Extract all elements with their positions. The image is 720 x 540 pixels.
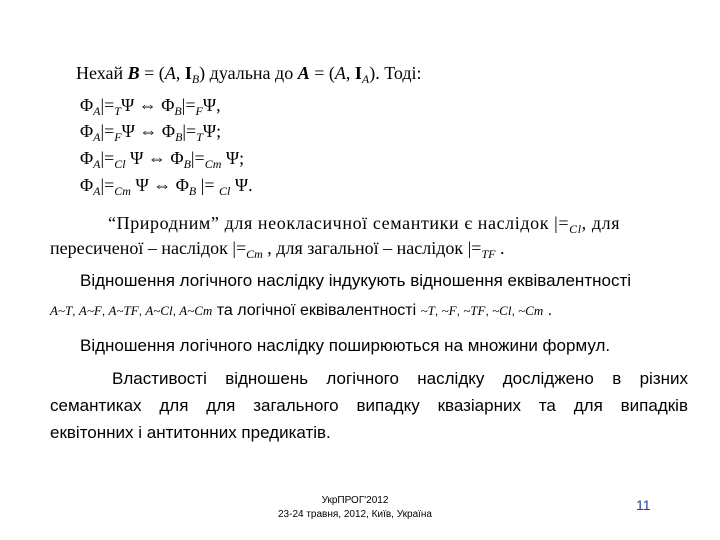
phi: Φ <box>80 175 94 195</box>
punct: . <box>543 302 553 319</box>
subscript: TF <box>481 247 496 261</box>
equivalence: ~Cm <box>518 303 544 318</box>
para-text: еквітонних і антитонних предикатів. <box>50 423 331 442</box>
subscript: T <box>196 130 203 144</box>
psi: Ψ <box>120 95 135 115</box>
subscript: B <box>183 157 191 171</box>
subscript: A <box>93 184 101 198</box>
subscript: B <box>188 184 197 198</box>
page-number: 11 <box>636 497 651 513</box>
para-text: Відношення логічного наслідку індукують відношення еквівалентності <box>80 271 632 290</box>
subscript: F <box>114 130 122 144</box>
intro-text: , <box>345 63 355 83</box>
intro-line <box>76 62 422 90</box>
entails: |= <box>100 95 115 115</box>
footer-conference <box>255 494 455 507</box>
phi: Φ <box>161 95 175 115</box>
subscript: B <box>191 72 200 86</box>
subscript: Cl <box>569 222 582 236</box>
var-a: A <box>164 63 176 83</box>
punct: ; <box>239 148 245 168</box>
var-a: A <box>334 63 346 83</box>
equivalence-line-2 <box>80 120 221 148</box>
para2-line1 <box>80 270 631 292</box>
iff-symbol: ⇔ <box>148 175 176 195</box>
phi: Φ <box>175 175 189 195</box>
subscript: Cm <box>246 247 263 261</box>
para4-line1 <box>112 368 688 390</box>
para-text: Відношення логічного наслідку поширюються на множини формул. <box>80 336 611 355</box>
iff-symbol: ⇔ <box>143 148 171 168</box>
entails: |= <box>181 95 196 115</box>
punct: , <box>216 95 221 115</box>
entails: |= <box>196 175 220 195</box>
psi: Ψ <box>202 121 217 141</box>
subscript: B <box>174 104 182 118</box>
para-text: , для <box>581 213 621 233</box>
subscript: A <box>361 72 370 86</box>
entails: |= <box>100 175 115 195</box>
subscript: F <box>195 104 203 118</box>
equivalence-line-3 <box>80 147 244 175</box>
var-i: I <box>354 63 362 83</box>
para-text: “Природним” для неокласичної семантики є наслідок |= <box>108 213 570 233</box>
relation: A~TF <box>108 303 139 318</box>
punct: ; <box>216 121 222 141</box>
para-text: . <box>495 238 505 258</box>
subscript: A <box>93 130 101 144</box>
equivalence: ~Cl <box>492 303 512 318</box>
intro-text: ). Тоді: <box>369 63 422 83</box>
var-b: B <box>127 63 140 83</box>
intro-text: ) дуальна до <box>199 63 298 83</box>
equivalence: ~TF <box>463 303 486 318</box>
subscript: A <box>93 157 101 171</box>
entails: |= <box>100 148 115 168</box>
var-a-bold: A <box>297 63 310 83</box>
psi: Ψ <box>230 175 249 195</box>
iff-symbol: ⇔ <box>134 121 162 141</box>
subscript: Cl <box>219 184 231 198</box>
subscript: Cm <box>204 157 222 171</box>
para1-line1 <box>108 212 620 240</box>
para4-line3 <box>50 422 331 444</box>
phi: Φ <box>161 121 176 141</box>
subscript: B <box>175 130 183 144</box>
footer-place <box>255 508 455 521</box>
phi: Φ <box>80 95 94 115</box>
var-i: I <box>184 63 192 83</box>
equivalence: ~T <box>420 303 435 318</box>
conference-name: УкрПРОГ'2012 <box>321 495 389 506</box>
subscript: A <box>93 104 101 118</box>
psi: Ψ <box>221 148 240 168</box>
para-text: семантиках для для загального випадку квазіарних та для випадків <box>50 396 688 415</box>
para-text: пересиченої – наслідок |= <box>50 238 247 258</box>
para-text: та логічної еквівалентності <box>212 302 421 319</box>
punct: . <box>248 175 253 195</box>
phi: Φ <box>80 121 94 141</box>
phi: Φ <box>170 148 184 168</box>
iff-symbol: ⇔ <box>134 95 162 115</box>
subscript: Cm <box>114 184 131 198</box>
relation: A~Cm <box>179 303 213 318</box>
intro-text: = ( <box>309 63 335 83</box>
entails: |= <box>182 121 197 141</box>
intro-text: , <box>175 63 185 83</box>
para1-line2 <box>50 237 504 265</box>
subscript: T <box>114 104 121 118</box>
psi: Ψ <box>125 148 144 168</box>
para4-line2 <box>50 395 688 417</box>
psi: Ψ <box>121 121 135 141</box>
psi: Ψ <box>130 175 149 195</box>
equivalence: ~F <box>441 303 457 318</box>
relation: A~Cl <box>145 303 173 318</box>
para2-line2: A~T, A~F, A~TF, A~Cl, A~Cm та логічної еквівалентності ~T, ~F, ~TF, ~Cl, ~Cm . <box>50 302 553 319</box>
para3 <box>80 335 610 357</box>
equivalence-line-4 <box>80 174 253 202</box>
para-text: Властивості відношень логічного наслідку досліджено в різних <box>112 369 688 388</box>
relation: A~F <box>78 303 102 318</box>
conference-place: 23-24 травня, 2012, Київ, Україна <box>278 509 432 520</box>
entails: |= <box>190 148 205 168</box>
intro-text: Нехай <box>76 63 128 83</box>
subscript: Cl <box>114 157 126 171</box>
entails: |= <box>100 121 115 141</box>
equivalence-line-1 <box>80 94 221 122</box>
relation: A~T <box>50 303 73 318</box>
psi: Ψ <box>202 95 217 115</box>
intro-text: = ( <box>139 63 165 83</box>
para-text: , для загальної – наслідок |= <box>262 238 482 258</box>
phi: Φ <box>80 148 94 168</box>
